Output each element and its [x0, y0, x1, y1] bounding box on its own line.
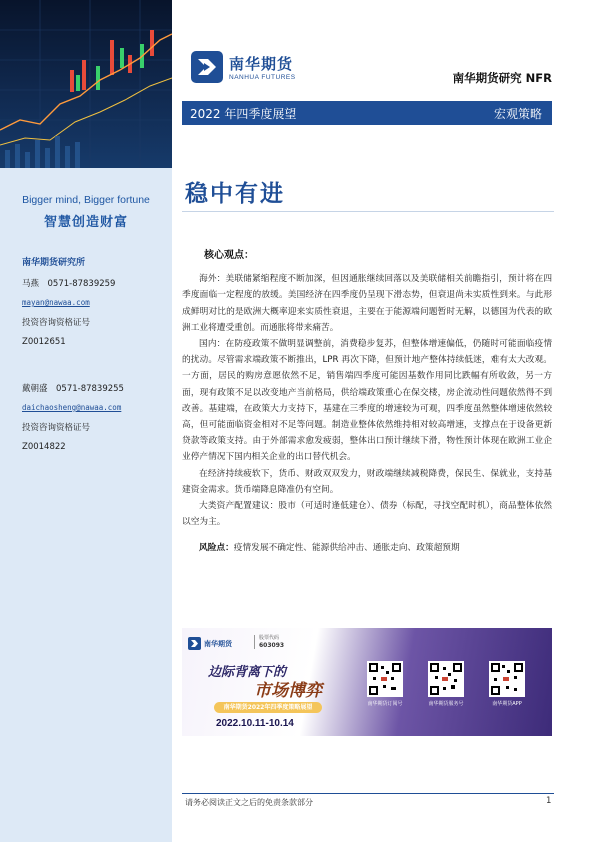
report-title-bar — [182, 101, 552, 125]
qr-label: 南华期货服务号 — [428, 701, 464, 707]
qr-code-icon — [489, 661, 525, 697]
qr-code-icon — [428, 661, 464, 697]
banner-logo — [188, 637, 232, 650]
paragraph-overseas: 海外：美联储紧缩程度不断加深，但因通胀继续回落以及美联储相关前瞻指引，预计将在四季度面临一定程度的放缓。美国经济在四季度仍呈现下滑态势，但衰退尚未实质性到来。与此形成鲜明对比的是欧洲大概率迎来实质性衰退，主要在于能源端问题暂时无解，以德国为代表的欧洲工业将遭受重创。而通胀将带来痛苦。 — [182, 274, 552, 333]
stock-code-label: 股票代码 — [259, 635, 280, 641]
nanhua-logo-icon — [190, 50, 224, 84]
section-heading: 核心观点： — [204, 250, 254, 261]
nanhua-logo-icon — [188, 637, 201, 650]
analyst-contacts — [22, 255, 167, 461]
hero-image-financial-chart — [0, 0, 172, 168]
risk-text: 疫情发展不确定性、能源供给冲击、通胀走向、政策超预期 — [233, 543, 460, 554]
core-views-section — [182, 248, 552, 557]
qr-service[interactable] — [421, 661, 471, 707]
qr-app[interactable] — [482, 661, 532, 707]
report-category: 宏观策略 — [493, 106, 542, 121]
analyst-name-phone: 马燕 0571-87839259 — [22, 279, 116, 289]
cert-label: 投资咨询资格证号 — [22, 423, 91, 433]
qr-subscription[interactable] — [360, 661, 410, 707]
report-type: 2022 年四季度展望 — [190, 106, 297, 121]
document-title: 稳中有进 — [185, 181, 285, 207]
qr-label: 南华期货订阅号 — [367, 701, 403, 707]
footer-divider — [182, 793, 554, 794]
risk-label: 风险点： — [199, 543, 234, 554]
paragraph-domestic: 国内：在防疫政策不做明显调整前，消费稳步复苏，但整体增速偏低，仍随时可能面临疫情的扰动。尽管需求端政策不断推出，LPR 再次下降，但预计地产整体持续低迷，难有太大改观。一方面，居民的购房意愿依然不足，销售端四季度可能因基数作用同比跌幅有所收敛，另一方面，现有政策不足以改变地产当前格局，供给端政策重心在保交楼，房企流动性问题依然得不到改善。基建端，在政策大力支持下，基建在三季度的增速较为可观，四季度虽然整体增速依然较高，但可能面临资金相对不足等问题。制造业整体依然维持相对较高增速，支撑点在于设备更新贷款等政策支持。由于外部需求愈发疲弱，整体出口预计继续下滑，物性预计体现在欧洲工业企业停产情况下国内相关企业的出口替代机会。 — [182, 339, 552, 463]
banner-logo-text: 南华期货 — [204, 639, 232, 648]
banner-headline-1: 边际背离下的 — [208, 665, 287, 680]
footer-disclaimer: 请务必阅读正文之后的免责条款部分 — [185, 798, 313, 807]
stock-code: 603093 — [259, 642, 285, 649]
page-number: 1 — [546, 796, 552, 806]
cert-number: Z0012651 — [22, 337, 66, 347]
logo-chinese-name: 南华期货 — [229, 55, 294, 73]
paragraph-policy: 在经济持续疲软下，货币、财政双双发力，财政端继续减税降费，保民生、保就业，支持基建资金需求。货币端降息降准仍有空间。 — [182, 468, 552, 495]
title-divider — [182, 211, 554, 212]
analyst-email-link[interactable]: mayan@nawaa.com — [22, 298, 90, 307]
banner-date: 2022.10.11-10.14 — [216, 718, 294, 729]
slogan-chinese: 智慧创造财富 — [43, 215, 128, 230]
stock-code-block — [254, 635, 284, 649]
institute-name: 南华期货研究所 — [22, 258, 86, 268]
company-logo — [190, 50, 296, 84]
banner-headline-2: 市场博弈 — [254, 681, 322, 701]
cert-number: Z0014822 — [22, 442, 66, 452]
slogan-english: Bigger mind, Bigger fortune — [22, 194, 150, 206]
paragraph-asset-allocation: 大类资产配置建议：股市（可适时逢低建仓）、债券（标配，寻找空配时机），商品整体依然以空为主。 — [182, 501, 552, 528]
report-series: 南华期货研究 NFR — [452, 71, 552, 85]
qr-label: 南华期货APP — [492, 701, 522, 707]
promo-banner[interactable] — [182, 628, 552, 736]
banner-event-pill: 南华期货2022年四季度策略展望 — [214, 702, 322, 713]
market-chart-graphic — [0, 0, 172, 168]
cert-label: 投资咨询资格证号 — [22, 318, 91, 328]
risk-points — [199, 540, 552, 556]
analyst-email-link[interactable]: daichaosheng@nawaa.com — [22, 403, 122, 412]
sidebar — [0, 0, 172, 842]
analyst-name-phone: 戴朝盛 0571-87839255 — [22, 384, 124, 394]
qr-code-icon — [367, 661, 403, 697]
logo-english-name: NANHUA FUTURES — [229, 74, 296, 81]
